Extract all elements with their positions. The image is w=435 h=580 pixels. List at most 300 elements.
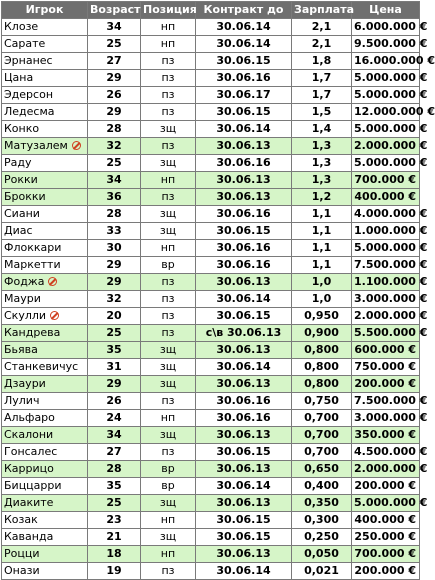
cell-price[interactable]: [352, 427, 420, 444]
cell-salary[interactable]: [292, 223, 352, 240]
table-row[interactable]: [2, 444, 420, 461]
cell-salary[interactable]: [292, 206, 352, 223]
cell-player-name-text: Раду: [4, 156, 32, 169]
cell-position[interactable]: [141, 274, 196, 291]
cell-salary[interactable]: [292, 189, 352, 206]
cell-player-name[interactable]: [2, 121, 88, 138]
cell-age[interactable]: [88, 257, 141, 274]
cell-price[interactable]: [352, 495, 428, 512]
cell-contract-text: 30.06.16: [216, 411, 271, 424]
cell-salary-text: 1,8: [311, 54, 332, 67]
cell-contract[interactable]: [196, 461, 292, 478]
table-row[interactable]: [2, 240, 420, 257]
cell-contract[interactable]: [196, 172, 292, 189]
cell-player-name[interactable]: [2, 206, 88, 223]
cell-position[interactable]: [141, 206, 196, 223]
cell-player-name[interactable]: [2, 546, 88, 563]
cell-price[interactable]: [352, 563, 420, 580]
cell-position[interactable]: [141, 444, 196, 461]
cell-price-text: 750.000 €: [354, 360, 416, 373]
cell-salary[interactable]: [292, 410, 352, 427]
table-row[interactable]: [2, 410, 420, 427]
cell-age-text: 27: [106, 54, 122, 67]
cell-salary[interactable]: [292, 529, 352, 546]
table-row[interactable]: [2, 478, 420, 495]
cell-contract[interactable]: [196, 223, 292, 240]
cell-age[interactable]: [88, 410, 141, 427]
cell-player-name[interactable]: [2, 223, 88, 240]
cell-player-name[interactable]: [2, 529, 88, 546]
cell-position[interactable]: [141, 461, 196, 478]
cell-salary[interactable]: [292, 70, 352, 87]
cell-position[interactable]: [141, 563, 196, 580]
cell-salary[interactable]: [292, 461, 352, 478]
cell-player-name-text: Флоккари: [4, 241, 62, 254]
cell-age[interactable]: [88, 478, 141, 495]
cell-contract[interactable]: [196, 274, 292, 291]
cell-player-name[interactable]: [2, 444, 88, 461]
cell-age[interactable]: [88, 223, 141, 240]
cell-contract[interactable]: [196, 563, 292, 580]
cell-position[interactable]: [141, 478, 196, 495]
cell-salary[interactable]: [292, 444, 352, 461]
cell-position[interactable]: [141, 155, 196, 172]
cell-salary[interactable]: [292, 36, 352, 53]
header-contract[interactable]: Контракт до: [196, 2, 292, 19]
cell-position[interactable]: [141, 512, 196, 529]
cell-price[interactable]: [352, 512, 420, 529]
table-row[interactable]: [2, 36, 420, 53]
table-row[interactable]: [2, 172, 420, 189]
cell-age[interactable]: [88, 444, 141, 461]
cell-player-name[interactable]: [2, 461, 88, 478]
cell-contract[interactable]: [196, 495, 292, 512]
cell-age[interactable]: [88, 240, 141, 257]
cell-price[interactable]: [352, 19, 428, 36]
cell-position-text: нп: [160, 173, 176, 186]
cell-position[interactable]: [141, 342, 196, 359]
table-row[interactable]: [2, 393, 420, 410]
cell-price[interactable]: [352, 444, 428, 461]
cell-position[interactable]: [141, 87, 196, 104]
cell-player-name[interactable]: [2, 138, 88, 155]
table-row[interactable]: [2, 223, 420, 240]
cell-age[interactable]: [88, 308, 141, 325]
cell-age-text: 28: [106, 207, 122, 220]
cell-position-text: нп: [160, 241, 176, 254]
cell-salary-text: 0,700: [304, 428, 339, 441]
cell-salary[interactable]: [292, 393, 352, 410]
cell-price[interactable]: [352, 121, 428, 138]
header-salary[interactable]: Зарплата: [292, 2, 352, 19]
table-row[interactable]: [2, 495, 420, 512]
cell-price[interactable]: [352, 325, 428, 342]
cell-player-name[interactable]: [2, 155, 88, 172]
cell-player-name-text: Каванда: [4, 530, 54, 543]
cell-price[interactable]: [352, 104, 435, 121]
cell-player-name[interactable]: [2, 257, 88, 274]
cell-contract[interactable]: [196, 189, 292, 206]
cell-salary[interactable]: [292, 138, 352, 155]
cell-player-name-text: Гонсалес: [4, 445, 58, 458]
cell-position-text: зщ: [159, 530, 177, 543]
cell-position[interactable]: [141, 121, 196, 138]
cell-position[interactable]: [141, 546, 196, 563]
table-row[interactable]: [2, 359, 420, 376]
cell-age-text: 29: [106, 377, 122, 390]
cell-age[interactable]: [88, 512, 141, 529]
cell-position[interactable]: [141, 240, 196, 257]
table-row[interactable]: [2, 308, 420, 325]
cell-age-text: 34: [106, 20, 122, 33]
cell-salary[interactable]: [292, 53, 352, 70]
cell-salary[interactable]: [292, 87, 352, 104]
cell-contract[interactable]: [196, 393, 292, 410]
cell-price[interactable]: [352, 359, 420, 376]
cell-age[interactable]: [88, 274, 141, 291]
cell-contract[interactable]: [196, 410, 292, 427]
cell-contract[interactable]: [196, 342, 292, 359]
cell-position[interactable]: [141, 257, 196, 274]
cell-price[interactable]: [352, 172, 420, 189]
cell-player-name-text: Дзаури: [4, 377, 46, 390]
table-row[interactable]: [2, 70, 420, 87]
cell-salary[interactable]: [292, 308, 352, 325]
cell-age[interactable]: [88, 138, 141, 155]
cell-contract[interactable]: [196, 121, 292, 138]
cell-age[interactable]: [88, 172, 141, 189]
cell-contract[interactable]: [196, 325, 292, 342]
cell-price[interactable]: [352, 155, 428, 172]
cell-age[interactable]: [88, 427, 141, 444]
cell-player-name[interactable]: [2, 325, 88, 342]
cell-price-text: 350.000 €: [354, 428, 416, 441]
cell-player-name[interactable]: [2, 87, 88, 104]
cell-salary-text: 1,4: [311, 122, 332, 135]
cell-position[interactable]: [141, 427, 196, 444]
table-row[interactable]: [2, 257, 420, 274]
cell-price[interactable]: [352, 257, 428, 274]
cell-age[interactable]: [88, 342, 141, 359]
header-price[interactable]: Цена: [352, 2, 420, 19]
cell-price[interactable]: [352, 223, 428, 240]
cell-salary[interactable]: [292, 325, 352, 342]
cell-player-name[interactable]: [2, 70, 88, 87]
cell-player-name[interactable]: [2, 359, 88, 376]
cell-salary-text: 1,0: [311, 292, 332, 305]
cell-age[interactable]: [88, 155, 141, 172]
cell-salary-text: 0,800: [304, 343, 339, 356]
cell-price[interactable]: [352, 461, 428, 478]
cell-age-text: 26: [106, 394, 122, 407]
cell-position[interactable]: [141, 19, 196, 36]
cell-player-name-text: Рокки: [4, 173, 38, 186]
cell-salary-text: 1,3: [311, 139, 332, 152]
cell-salary[interactable]: [292, 495, 352, 512]
cell-contract[interactable]: [196, 240, 292, 257]
cell-price-text: 200.000 €: [354, 377, 416, 390]
cell-salary[interactable]: [292, 563, 352, 580]
cell-age[interactable]: [88, 206, 141, 223]
cell-price-text: 6.000.000 €: [354, 20, 428, 33]
cell-position[interactable]: [141, 359, 196, 376]
cell-age[interactable]: [88, 19, 141, 36]
cell-age[interactable]: [88, 36, 141, 53]
table-row[interactable]: [2, 512, 420, 529]
header-player[interactable]: Игрок: [2, 2, 88, 19]
cell-age[interactable]: [88, 53, 141, 70]
table-row[interactable]: [2, 87, 420, 104]
table-row[interactable]: [2, 342, 420, 359]
cell-position[interactable]: [141, 376, 196, 393]
cell-contract[interactable]: [196, 138, 292, 155]
cell-salary[interactable]: [292, 172, 352, 189]
cell-position-text: нп: [160, 20, 176, 33]
cell-price[interactable]: [352, 70, 428, 87]
cell-position[interactable]: [141, 529, 196, 546]
cell-price[interactable]: [352, 189, 420, 206]
cell-player-name[interactable]: [2, 104, 88, 121]
cell-age[interactable]: [88, 563, 141, 580]
cell-price[interactable]: [352, 342, 420, 359]
cell-age[interactable]: [88, 461, 141, 478]
cell-age[interactable]: [88, 376, 141, 393]
table-row[interactable]: [2, 189, 420, 206]
cell-age-text: 29: [106, 275, 122, 288]
cell-salary[interactable]: [292, 240, 352, 257]
cell-price-text: 5.000.000 €: [354, 71, 428, 84]
cell-price[interactable]: [352, 410, 428, 427]
cell-price-text: 7.500.000 €: [354, 258, 428, 271]
cell-player-name[interactable]: [2, 274, 88, 291]
table-row[interactable]: [2, 206, 420, 223]
cell-player-name[interactable]: [2, 53, 88, 70]
cell-position[interactable]: [141, 325, 196, 342]
cell-salary[interactable]: [292, 104, 352, 121]
cell-price-text: 5.500.000 €: [354, 326, 428, 339]
cell-contract[interactable]: [196, 359, 292, 376]
cell-contract-text: 30.06.16: [216, 207, 271, 220]
cell-position-text: пз: [161, 309, 175, 322]
cell-contract[interactable]: [196, 36, 292, 53]
cell-age-text: 36: [106, 190, 122, 203]
cell-salary-text: 1,3: [311, 156, 332, 169]
cell-player-name[interactable]: [2, 393, 88, 410]
cell-contract[interactable]: [196, 53, 292, 70]
cell-player-name[interactable]: [2, 376, 88, 393]
prohibited-icon: [72, 141, 81, 150]
cell-player-name-text: Конко: [4, 122, 40, 135]
cell-player-name[interactable]: [2, 427, 88, 444]
cell-player-name[interactable]: [2, 512, 88, 529]
cell-age[interactable]: [88, 529, 141, 546]
cell-price[interactable]: [352, 36, 428, 53]
cell-age[interactable]: [88, 70, 141, 87]
cell-player-name[interactable]: [2, 189, 88, 206]
cell-position[interactable]: [141, 53, 196, 70]
cell-price[interactable]: [352, 529, 420, 546]
cell-salary[interactable]: [292, 546, 352, 563]
table-row[interactable]: [2, 138, 420, 155]
cell-price-text: 700.000 €: [354, 173, 416, 186]
cell-price[interactable]: [352, 87, 428, 104]
cell-age[interactable]: [88, 121, 141, 138]
cell-position-text: пз: [161, 564, 175, 577]
cell-age[interactable]: [88, 87, 141, 104]
cell-position-text: пз: [161, 54, 175, 67]
cell-contract[interactable]: [196, 155, 292, 172]
cell-contract[interactable]: [196, 376, 292, 393]
cell-player-name[interactable]: [2, 495, 88, 512]
cell-age[interactable]: [88, 189, 141, 206]
cell-salary[interactable]: [292, 342, 352, 359]
cell-contract[interactable]: [196, 87, 292, 104]
cell-player-name[interactable]: [2, 478, 88, 495]
cell-salary[interactable]: [292, 274, 352, 291]
cell-contract[interactable]: [196, 512, 292, 529]
cell-price-text: 2.000.000 €: [354, 139, 428, 152]
cell-price[interactable]: [352, 376, 420, 393]
table-row[interactable]: [2, 376, 420, 393]
cell-age[interactable]: [88, 325, 141, 342]
table-row[interactable]: [2, 53, 420, 70]
cell-position-text: нп: [160, 37, 176, 50]
cell-contract[interactable]: [196, 444, 292, 461]
cell-price[interactable]: [352, 274, 428, 291]
cell-salary-text: 1,1: [311, 241, 332, 254]
cell-contract[interactable]: [196, 104, 292, 121]
header-age[interactable]: Возраст: [88, 2, 141, 19]
cell-salary[interactable]: [292, 478, 352, 495]
cell-price-text: 4.500.000 €: [354, 445, 428, 458]
cell-salary-text: 0,700: [304, 445, 339, 458]
cell-price[interactable]: [352, 206, 428, 223]
table-row[interactable]: [2, 121, 420, 138]
table-row[interactable]: [2, 104, 420, 121]
cell-age-text: 28: [106, 462, 122, 475]
cell-price[interactable]: [352, 138, 428, 155]
cell-contract-text: 30.06.15: [216, 530, 271, 543]
cell-position[interactable]: [141, 495, 196, 512]
cell-position[interactable]: [141, 104, 196, 121]
cell-contract[interactable]: [196, 478, 292, 495]
cell-player-name[interactable]: [2, 291, 88, 308]
cell-position[interactable]: [141, 70, 196, 87]
cell-player-name-text: Кандрева: [4, 326, 61, 339]
cell-age[interactable]: [88, 104, 141, 121]
table-row[interactable]: [2, 529, 420, 546]
table-row[interactable]: [2, 546, 420, 563]
table-row[interactable]: [2, 563, 420, 580]
cell-position[interactable]: [141, 223, 196, 240]
cell-contract[interactable]: [196, 257, 292, 274]
cell-player-name[interactable]: [2, 308, 88, 325]
cell-player-name[interactable]: [2, 19, 88, 36]
cell-position[interactable]: [141, 410, 196, 427]
cell-contract[interactable]: [196, 427, 292, 444]
cell-contract[interactable]: [196, 70, 292, 87]
cell-contract-text: 30.06.13: [216, 428, 271, 441]
cell-position-text: зщ: [159, 122, 177, 135]
table-row[interactable]: [2, 325, 420, 342]
cell-price[interactable]: [352, 291, 428, 308]
cell-price[interactable]: [352, 393, 428, 410]
cell-salary[interactable]: [292, 359, 352, 376]
cell-salary[interactable]: [292, 512, 352, 529]
cell-contract[interactable]: [196, 19, 292, 36]
cell-player-name[interactable]: [2, 563, 88, 580]
cell-contract-text: 30.06.16: [216, 156, 271, 169]
cell-contract-text: 30.06.13: [216, 496, 271, 509]
cell-age-text: 25: [106, 496, 122, 509]
cell-age[interactable]: [88, 291, 141, 308]
table-row[interactable]: [2, 19, 420, 36]
cell-salary[interactable]: [292, 121, 352, 138]
cell-salary[interactable]: [292, 155, 352, 172]
cell-position[interactable]: [141, 189, 196, 206]
cell-player-name[interactable]: [2, 36, 88, 53]
cell-player-name-text: Маури: [4, 292, 41, 305]
cell-position-text: нп: [160, 513, 176, 526]
cell-age[interactable]: [88, 393, 141, 410]
cell-salary-text: 0,400: [304, 479, 339, 492]
table-row[interactable]: [2, 427, 420, 444]
cell-position[interactable]: [141, 36, 196, 53]
cell-salary[interactable]: [292, 427, 352, 444]
cell-price[interactable]: [352, 308, 428, 325]
cell-contract[interactable]: [196, 529, 292, 546]
cell-age[interactable]: [88, 359, 141, 376]
cell-player-name[interactable]: [2, 342, 88, 359]
cell-salary[interactable]: [292, 19, 352, 36]
cell-price-text: 3.000.000 €: [354, 292, 428, 305]
cell-position-text: пз: [161, 445, 175, 458]
cell-salary-text: 0,900: [304, 326, 339, 339]
cell-contract[interactable]: [196, 206, 292, 223]
cell-salary[interactable]: [292, 376, 352, 393]
table-row[interactable]: [2, 461, 420, 478]
cell-player-name[interactable]: [2, 240, 88, 257]
cell-contract[interactable]: [196, 546, 292, 563]
cell-position[interactable]: [141, 393, 196, 410]
cell-price[interactable]: [352, 478, 420, 495]
cell-salary-text: 1,2: [311, 190, 332, 203]
cell-player-name-text: Брокки: [4, 190, 46, 203]
header-position[interactable]: Позиция: [141, 2, 196, 19]
cell-salary[interactable]: [292, 291, 352, 308]
cell-position[interactable]: [141, 308, 196, 325]
cell-price[interactable]: [352, 240, 428, 257]
table-row[interactable]: [2, 274, 420, 291]
cell-price[interactable]: [352, 546, 420, 563]
table-row[interactable]: [2, 291, 420, 308]
table-row[interactable]: [2, 155, 420, 172]
cell-contract[interactable]: [196, 291, 292, 308]
cell-player-name[interactable]: [2, 172, 88, 189]
cell-player-name[interactable]: [2, 410, 88, 427]
cell-position[interactable]: [141, 291, 196, 308]
cell-contract[interactable]: [196, 308, 292, 325]
cell-age[interactable]: [88, 495, 141, 512]
cell-salary[interactable]: [292, 257, 352, 274]
cell-position-text: пз: [161, 275, 175, 288]
cell-age-text: 28: [106, 122, 122, 135]
cell-age[interactable]: [88, 546, 141, 563]
cell-position[interactable]: [141, 172, 196, 189]
cell-position[interactable]: [141, 138, 196, 155]
cell-price-text: 600.000 €: [354, 343, 416, 356]
cell-price[interactable]: [352, 53, 435, 70]
